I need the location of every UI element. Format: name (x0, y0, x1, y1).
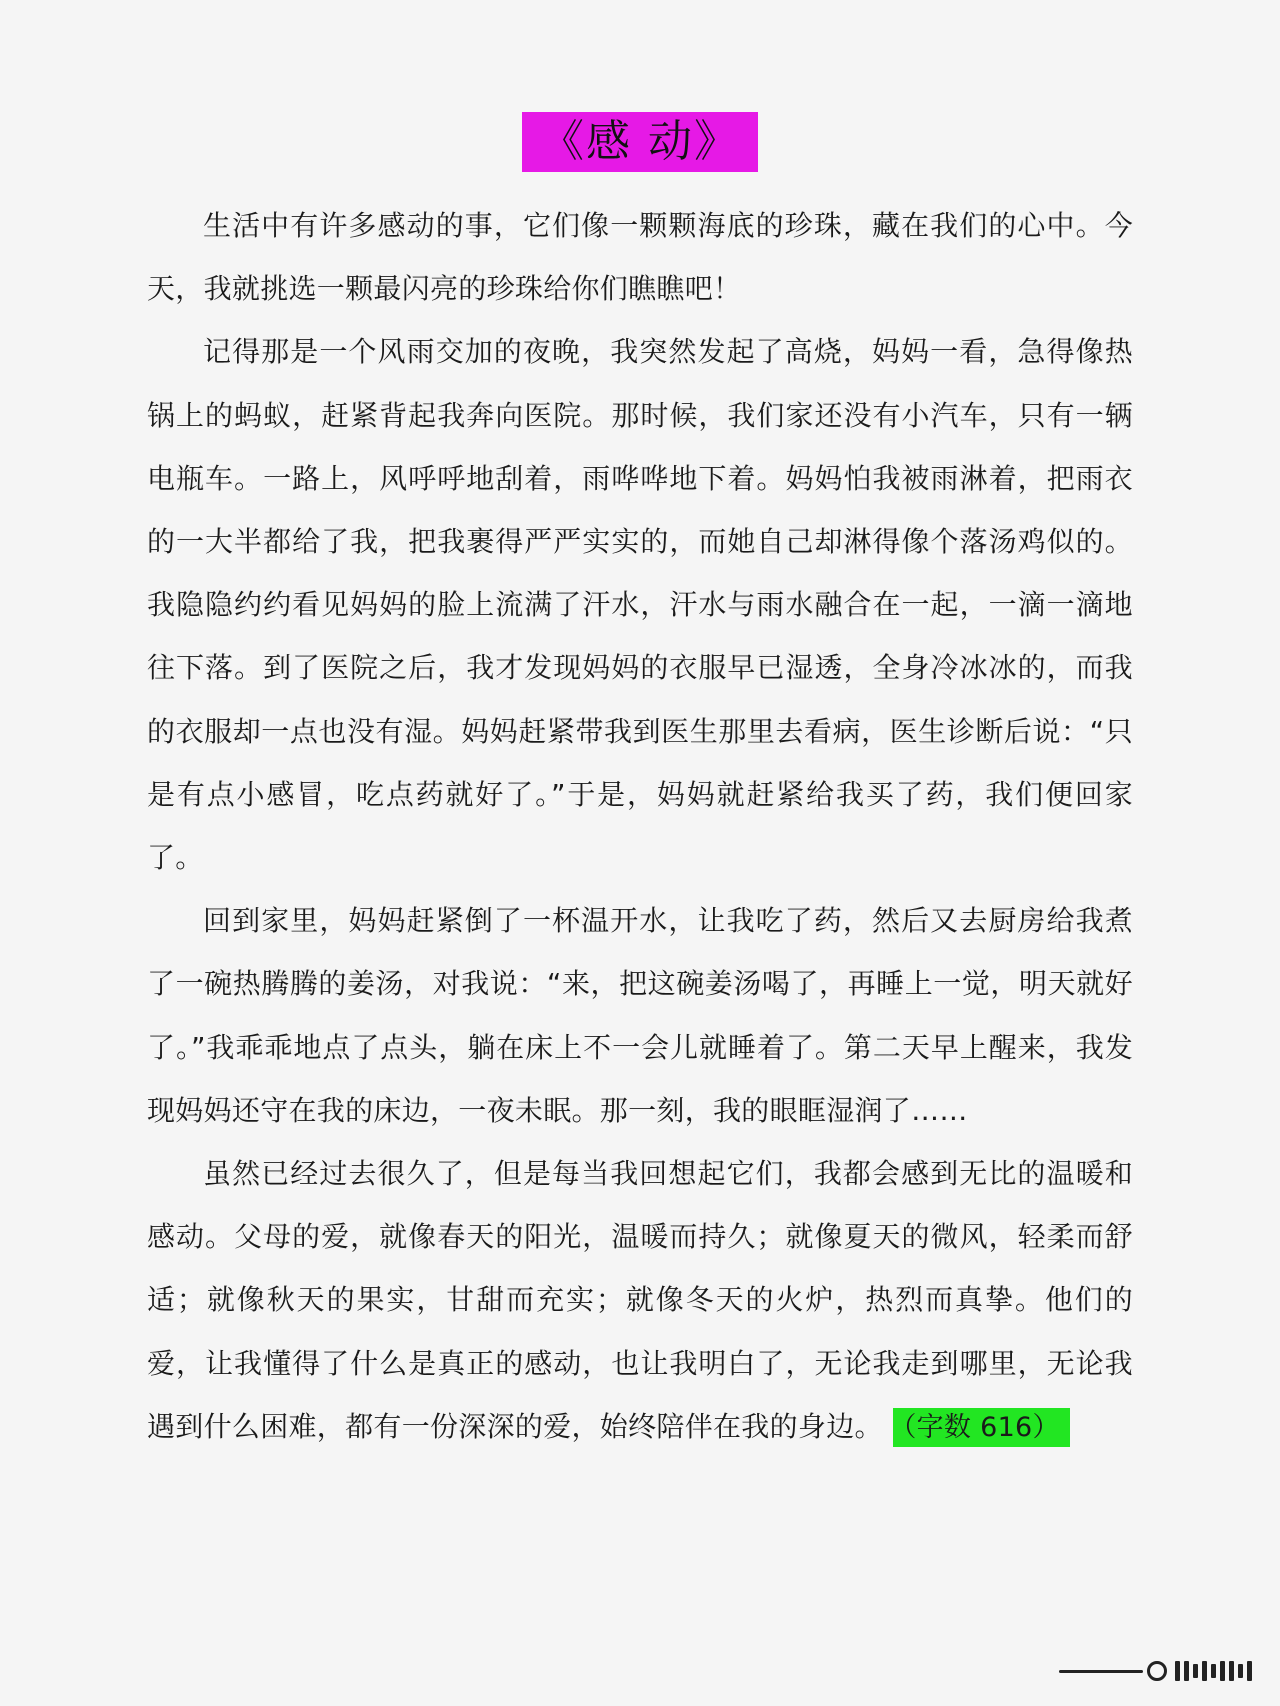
watermark-line (1059, 1670, 1143, 1673)
watermark-logo (1059, 1656, 1252, 1686)
watermark-bar (1211, 1664, 1216, 1678)
watermark-bar (1220, 1661, 1225, 1681)
paragraph-conclusion (147, 1142, 1133, 1459)
watermark-bar (1247, 1661, 1252, 1681)
watermark-bar (1238, 1664, 1243, 1678)
essay-body (147, 194, 1133, 1459)
paragraph-rainy-night: 记得那是一个风雨交加的夜晚，我突然发起了高烧，妈妈一看，急得像热锅上的蚂蚁，赶紧背起我奔向医院。那时候，我们家还没有小汽车，只有一辆电瓶车。一路上，风呼呼地刮着，雨哗哗地下着。妈妈怕我被雨淋着，把雨衣的一大半都给了我，把我裹得严严实实的，而她自己却淋得像个落汤鸡似的。我隐隐约约看见妈妈的脸上流满了汗水，汗水与雨水融合在一起，一滴一滴地往下落。到了医院之后，我才发现妈妈的衣服早已湿透，全身冷冰冰的，而我的衣服却一点也没有湿。妈妈赶紧带我到医生那里去看病，医生诊断后说：“只是有点小感冒，吃点药就好了。”于是，妈妈就赶紧给我买了药，我们便回家了。 (147, 335, 1133, 875)
watermark-bar (1202, 1661, 1207, 1681)
watermark-bar (1184, 1661, 1189, 1681)
paragraph-conclusion-text: 虽然已经过去很久了，但是每当我回想起它们，我都会感到无比的温暖和感动。父母的爱，就像春天的阳光，温暖而持久；就像夏天的微风，轻柔而舒适；就像秋天的果实，甘甜而充实；就像冬天的火炉，热烈而真挚。他们的爱，让我懂得了什么是真正的感动，也让我明白了，无论我走到哪里，无论我遇到什么困难，都有一份深深的爱，始终陪伴在我的身边。 (147, 1157, 1133, 1443)
essay-title: 《感 动》 (522, 112, 758, 172)
word-count-badge: （字数 616） (893, 1408, 1070, 1447)
title-container (0, 112, 1280, 172)
watermark-ring-icon (1147, 1661, 1167, 1681)
paragraph-ginger-soup: 回到家里，妈妈赶紧倒了一杯温开水，让我吃了药，然后又去厨房给我煮了一碗热腾腾的姜汤，对我说：“来，把这碗姜汤喝了，再睡上一觉，明天就好了。”我乖乖地点了点头，躺在床上不一会儿就睡着了。第二天早上醒来，我发现妈妈还守在我的床边，一夜未眠。那一刻，我的眼眶湿润了…… (147, 904, 1133, 1127)
watermark-bar (1175, 1661, 1180, 1681)
watermark-bar (1193, 1664, 1198, 1678)
paragraph-intro: 生活中有许多感动的事，它们像一颗颗海底的珍珠，藏在我们的心中。今天，我就挑选一颗最闪亮的珍珠给你们瞧瞧吧！ (147, 209, 1133, 306)
watermark-bar (1229, 1661, 1234, 1681)
